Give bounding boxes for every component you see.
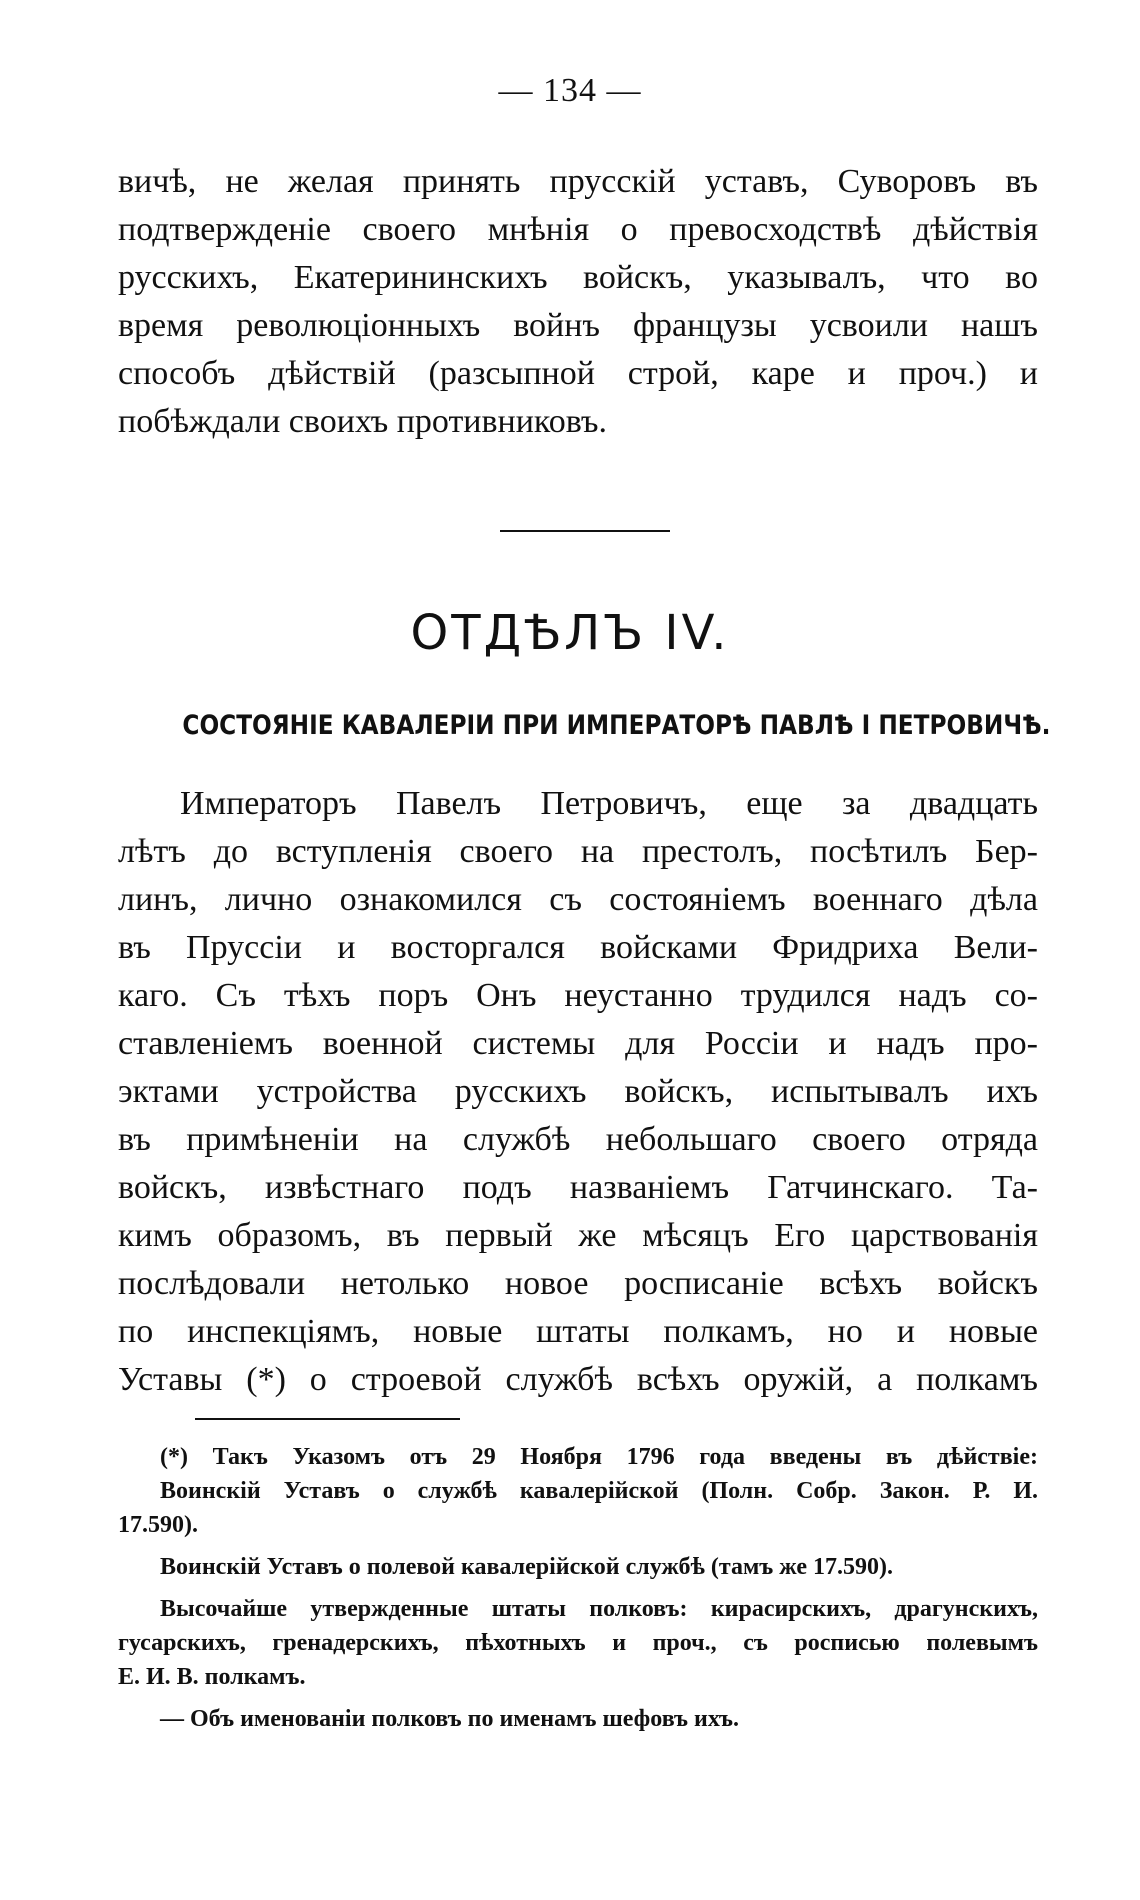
page-number: — 134 — — [498, 72, 642, 109]
footnote-line: Е. И. В. полкамъ. — [118, 1664, 306, 1690]
text-line: побѣждали своихъ противниковъ. — [118, 403, 608, 440]
text-line: войскъ, извѣстнаго подъ названіемъ Гатчинскаго. Та- — [118, 1169, 1038, 1206]
footnote-line: Воинскій Уставъ о службѣ кавалерійской (Полн. Собр. Закон. Р. И. — [160, 1478, 1038, 1504]
text-line: въ примѣненіи на службѣ небольшаго своего отряда — [118, 1121, 1038, 1158]
section-separator — [500, 530, 670, 532]
footnote-block — [118, 1592, 1038, 1694]
text-line: эктами устройства русскихъ войскъ, испытывалъ ихъ — [118, 1073, 1038, 1110]
text-line: линъ, лично ознакомился съ состояніемъ военнаго дѣла — [118, 881, 1038, 918]
text-line: по инспекціямъ, новые штаты полкамъ, но и новые — [118, 1313, 1038, 1350]
text-line: ставленіемъ военной системы для Россіи и надъ про- — [118, 1025, 1038, 1062]
section-subtitle: СОСТОЯНІЕ КАВАЛЕРІИ ПРИ ИМПЕРАТОРѢ ПАВЛѢ I ПЕТРОВИЧѢ. — [182, 710, 1051, 741]
footnote-block — [118, 1550, 1038, 1584]
footnote-line: Высочайше утвержденные штаты полковъ: кирасирскихъ, драгунскихъ, — [160, 1596, 1038, 1622]
footnotes — [118, 1440, 1038, 1744]
footnote-rule — [195, 1418, 460, 1420]
text-line: подтвержденіе своего мнѣнія о превосходствѣ дѣйствія — [118, 211, 1038, 248]
text-line: вичѣ, не желая принять прусскій уставъ, Суворовъ въ — [118, 163, 1038, 200]
paragraph-main — [118, 780, 1038, 1404]
paragraph-continuation — [118, 158, 1038, 446]
text-line: Императоръ Павелъ Петровичъ, еще за двадцать — [180, 785, 1038, 822]
text-line: въ Пруссіи и восторгался войсками Фридриха Вели- — [118, 929, 1038, 966]
section-title: ОТДѢЛЪ IV. — [410, 605, 730, 661]
footnote-line: — Объ именованіи полковъ по именамъ шефовъ ихъ. — [160, 1706, 739, 1732]
footnote-line: гусарскихъ, гренадерскихъ, пѣхотныхъ и проч., съ росписью полевымъ — [118, 1630, 1038, 1656]
text-line: лѣтъ до вступленія своего на престолъ, посѣтилъ Бер- — [118, 833, 1038, 870]
text-line: кимъ образомъ, въ первый же мѣсяцъ Его царствованія — [118, 1217, 1038, 1254]
text-line: русскихъ, Екатерининскихъ войскъ, указывалъ, что во — [118, 259, 1038, 296]
text-line: послѣдовали нетолько новое росписаніе всѣхъ войскъ — [118, 1265, 1038, 1302]
footnote-line: Воинскій Уставъ о полевой кавалерійской службѣ (тамъ же 17.590). — [160, 1554, 894, 1580]
footnote-line: 17.590). — [118, 1512, 198, 1538]
footnote-line: (*) Такъ Указомъ отъ 29 Ноября 1796 года введены въ дѣйствіе: — [160, 1444, 1038, 1470]
footnote-block — [118, 1440, 1038, 1542]
footnote-block — [118, 1702, 1038, 1736]
text-line: способъ дѣйствій (разсыпной строй, каре и проч.) и — [118, 355, 1038, 392]
text-line: время революціонныхъ войнъ французы усвоили нашъ — [118, 307, 1038, 344]
text-line: каго. Съ тѣхъ поръ Онъ неустанно трудился надъ со- — [118, 977, 1038, 1014]
text-line: Уставы (*) о строевой службѣ всѣхъ оружій, а полкамъ — [118, 1361, 1038, 1398]
